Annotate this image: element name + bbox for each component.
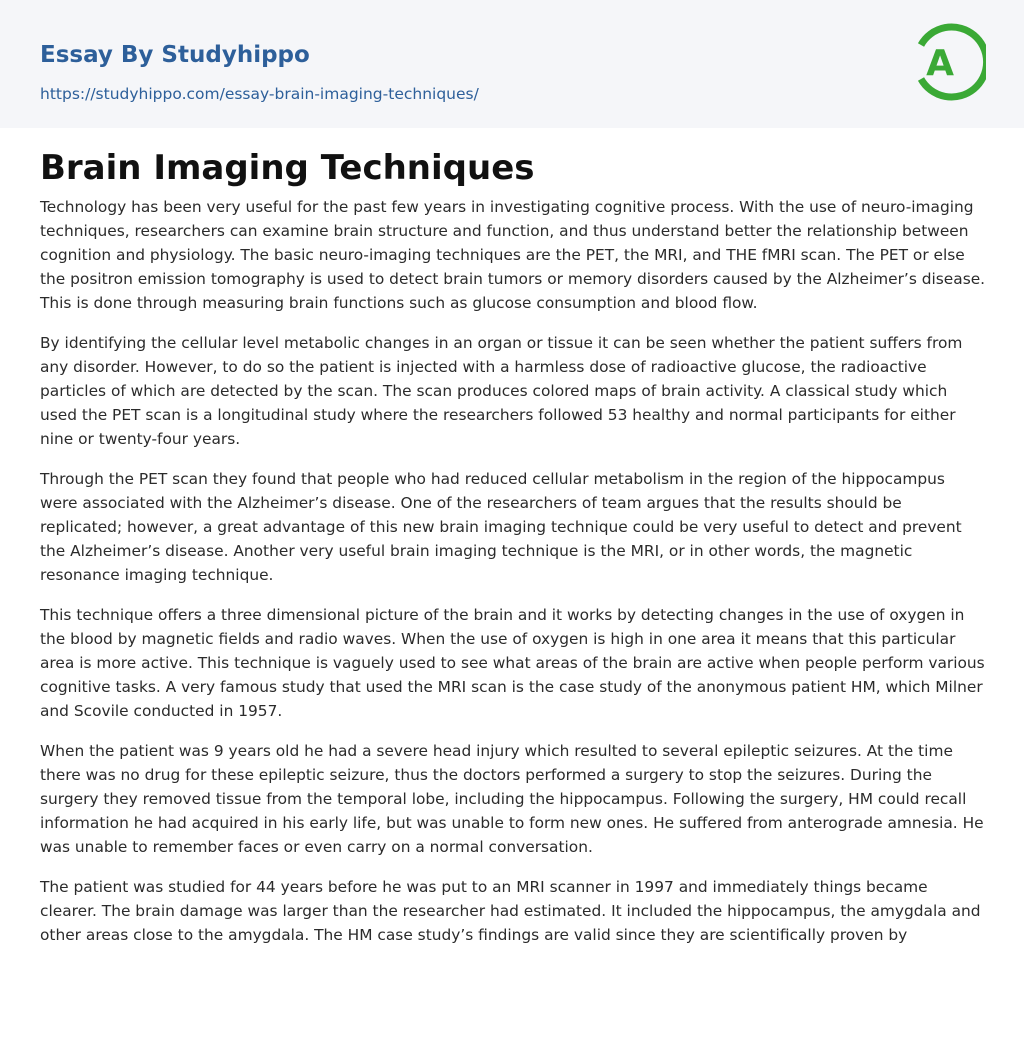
brand-title[interactable]: Essay By Studyhippo [40,42,310,68]
site-header [0,0,1024,128]
essay-url-link[interactable]: https://studyhippo.com/essay-brain-imaging-techniques/ [40,85,479,103]
studyhippo-logo-icon[interactable] [912,19,986,105]
paragraph-6: The patient was studied for 44 years before he was put to an MRI scanner in 1997 and immediately things became clearer. The brain damage was larger than the researcher had estimated. It included the hippocampus, the amygdala and other areas close to the amygdala. The HM case study’s findings are valid since they are scientifically proven by [40,878,981,944]
paragraph-1: Technology has been very useful for the past few years in investigating cognitive process. With the use of neuro-imaging techniques, researchers can examine brain structure and function, and thus understand better the relationship between cognition and physiology. The basic neuro-imaging techniques are the PET, the MRI, and THE fMRI scan. The PET or else the positron emission tomography is used to detect brain tumors or memory disorders caused by the Alzheimer’s disease. This is done through measuring brain functions such as glucose consumption and blood flow. [40,198,986,312]
paragraph-2: By identifying the cellular level metabolic changes in an organ or tissue it can be seen whether the patient suffers from any disorder. However, to do so the patient is injected with a harmless dose of radioactive glucose, the radioactive particles of which are detected by the scan. The scan produces colored maps of brain activity. A classical study which used the PET scan is a longitudinal study where the researchers followed 53 healthy and normal participants for either nine or twenty-four years. [40,334,963,448]
page-title: Brain Imaging Techniques [40,148,535,188]
logo-letter: A [926,43,954,84]
paragraph-3: Through the PET scan they found that people who had reduced cellular metabolism in the region of the hippocampus were associated with the Alzheimer’s disease. One of the researchers of team argues that the results should be replicated; however, a great advantage of this new brain imaging technique could be very useful to detect and prevent the Alzheimer’s disease. Another very useful brain imaging technique is the MRI, or in other words, the magnetic resonance imaging technique. [40,470,962,584]
paragraph-5: When the patient was 9 years old he had a severe head injury which resulted to several epileptic seizures. At the time there was no drug for these epileptic seizure, thus the doctors performed a surgery to stop the seizures. During the surgery they removed tissue from the temporal lobe, including the hippocampus. Following the surgery, HM could recall information he had acquired in his early life, but was unable to form new ones. He suffered from anterograde amnesia. He was unable to remember faces or even carry on a normal conversation. [40,742,984,856]
paragraph-4: This technique offers a three dimensional picture of the brain and it works by detecting changes in the use of oxygen in the blood by magnetic fields and radio waves. When the use of oxygen is high in one area it means that this particular area is more active. This technique is vaguely used to see what areas of the brain are active when people perform various cognitive tasks. A very famous study that used the MRI scan is the case study of the anonymous patient HM, which Milner and Scovile conducted in 1957. [40,606,985,720]
article [40,146,986,963]
